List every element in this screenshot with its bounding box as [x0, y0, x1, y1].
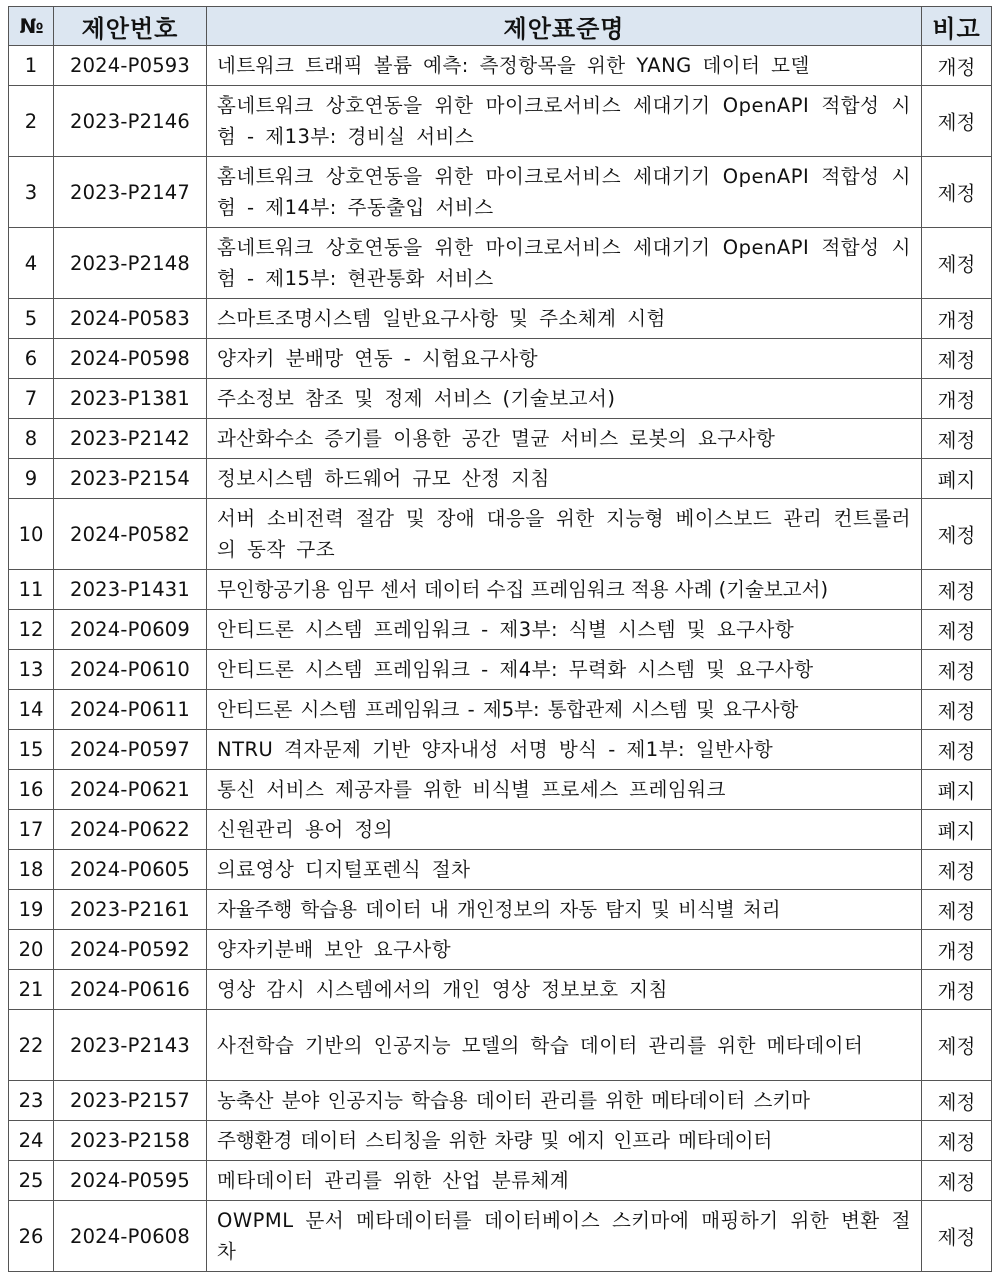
table-row	[9, 730, 992, 770]
row-no: 14	[9, 690, 54, 730]
table-row	[9, 570, 992, 610]
row-no: 25	[9, 1161, 54, 1201]
row-note: 제정	[922, 890, 992, 930]
row-proposal-id: 2023-P1381	[54, 379, 207, 419]
table-row	[9, 86, 992, 157]
table-row	[9, 157, 992, 228]
row-no: 20	[9, 930, 54, 970]
row-proposal-id: 2023-P2158	[54, 1121, 207, 1161]
row-title: 영상 감시 시스템에서의 개인 영상 정보보호 지침	[207, 970, 922, 1010]
row-note: 개정	[922, 930, 992, 970]
row-note: 제정	[922, 86, 992, 157]
row-proposal-id: 2023-P2143	[54, 1010, 207, 1081]
row-proposal-id: 2024-P0583	[54, 299, 207, 339]
row-no: 19	[9, 890, 54, 930]
row-note: 제정	[922, 730, 992, 770]
row-note: 제정	[922, 1201, 992, 1272]
row-proposal-id: 2023-P2147	[54, 157, 207, 228]
row-title: 안티드론 시스템 프레임워크 - 제5부: 통합관제 시스템 및 요구사항	[207, 690, 922, 730]
table-row	[9, 1010, 992, 1081]
row-note: 제정	[922, 690, 992, 730]
row-title: 주소정보 참조 및 정제 서비스 (기술보고서)	[207, 379, 922, 419]
row-proposal-id: 2023-P2154	[54, 459, 207, 499]
row-title: OWPML 문서 메타데이터를 데이터베이스 스키마에 매핑하기 위한 변환 절차	[207, 1201, 922, 1272]
row-title: 스마트조명시스템 일반요구사항 및 주소체계 시험	[207, 299, 922, 339]
row-no: 7	[9, 379, 54, 419]
row-note: 제정	[922, 1161, 992, 1201]
row-no: 3	[9, 157, 54, 228]
row-proposal-id: 2023-P1431	[54, 570, 207, 610]
row-title: NTRU 격자문제 기반 양자내성 서명 방식 - 제1부: 일반사항	[207, 730, 922, 770]
row-title: 양자키분배 보안 요구사항	[207, 930, 922, 970]
row-proposal-id: 2024-P0616	[54, 970, 207, 1010]
table-row	[9, 299, 992, 339]
header-title: 제안표준명	[207, 7, 922, 46]
row-note: 제정	[922, 610, 992, 650]
row-proposal-id: 2024-P0610	[54, 650, 207, 690]
row-proposal-id: 2024-P0598	[54, 339, 207, 379]
row-note: 제정	[922, 1121, 992, 1161]
row-title: 농축산 분야 인공지능 학습용 데이터 관리를 위한 메타데이터 스키마	[207, 1081, 922, 1121]
table-row	[9, 46, 992, 86]
row-title: 양자키 분배망 연동 - 시험요구사항	[207, 339, 922, 379]
row-proposal-id: 2024-P0609	[54, 610, 207, 650]
row-title: 통신 서비스 제공자를 위한 비식별 프로세스 프레임워크	[207, 770, 922, 810]
table-row	[9, 890, 992, 930]
row-no: 2	[9, 86, 54, 157]
row-proposal-id: 2024-P0593	[54, 46, 207, 86]
table-row	[9, 970, 992, 1010]
row-proposal-id: 2024-P0608	[54, 1201, 207, 1272]
row-title: 의료영상 디지털포렌식 절차	[207, 850, 922, 890]
row-note: 제정	[922, 850, 992, 890]
row-no: 23	[9, 1081, 54, 1121]
table-row	[9, 690, 992, 730]
row-title: 홈네트워크 상호연동을 위한 마이크로서비스 세대기기 OpenAPI 적합성 시험 - 제13부: 경비실 서비스	[207, 86, 922, 157]
table-row	[9, 499, 992, 570]
row-note: 제정	[922, 157, 992, 228]
row-no: 26	[9, 1201, 54, 1272]
proposal-table	[8, 6, 992, 1272]
row-note: 제정	[922, 339, 992, 379]
row-title: 신원관리 용어 정의	[207, 810, 922, 850]
row-no: 15	[9, 730, 54, 770]
row-note: 제정	[922, 228, 992, 299]
row-proposal-id: 2024-P0592	[54, 930, 207, 970]
row-note: 폐지	[922, 810, 992, 850]
row-note: 제정	[922, 650, 992, 690]
row-no: 1	[9, 46, 54, 86]
header-row	[9, 7, 992, 46]
row-proposal-id: 2024-P0582	[54, 499, 207, 570]
row-note: 제정	[922, 570, 992, 610]
table-row	[9, 610, 992, 650]
table-row	[9, 810, 992, 850]
row-proposal-id: 2024-P0621	[54, 770, 207, 810]
row-proposal-id: 2023-P2142	[54, 419, 207, 459]
row-proposal-id: 2023-P2161	[54, 890, 207, 930]
table-row	[9, 1161, 992, 1201]
row-no: 11	[9, 570, 54, 610]
row-no: 10	[9, 499, 54, 570]
table-row	[9, 228, 992, 299]
table-row	[9, 850, 992, 890]
row-title: 자율주행 학습용 데이터 내 개인정보의 자동 탐지 및 비식별 처리	[207, 890, 922, 930]
row-proposal-id: 2023-P2148	[54, 228, 207, 299]
row-proposal-id: 2023-P2157	[54, 1081, 207, 1121]
row-title: 안티드론 시스템 프레임워크 - 제3부: 식별 시스템 및 요구사항	[207, 610, 922, 650]
row-title: 주행환경 데이터 스티칭을 위한 차량 및 에지 인프라 메타데이터	[207, 1121, 922, 1161]
row-proposal-id: 2024-P0595	[54, 1161, 207, 1201]
row-no: 8	[9, 419, 54, 459]
table-row	[9, 379, 992, 419]
row-title: 홈네트워크 상호연동을 위한 마이크로서비스 세대기기 OpenAPI 적합성 시험 - 제14부: 주동출입 서비스	[207, 157, 922, 228]
row-title: 안티드론 시스템 프레임워크 - 제4부: 무력화 시스템 및 요구사항	[207, 650, 922, 690]
row-no: 9	[9, 459, 54, 499]
row-title: 무인항공기용 임무 센서 데이터 수집 프레임워크 적용 사례 (기술보고서)	[207, 570, 922, 610]
row-title: 네트워크 트래픽 볼륨 예측: 측정항목을 위한 YANG 데이터 모델	[207, 46, 922, 86]
row-no: 24	[9, 1121, 54, 1161]
row-note: 개정	[922, 970, 992, 1010]
row-no: 6	[9, 339, 54, 379]
row-proposal-id: 2024-P0605	[54, 850, 207, 890]
row-proposal-id: 2023-P2146	[54, 86, 207, 157]
row-title: 홈네트워크 상호연동을 위한 마이크로서비스 세대기기 OpenAPI 적합성 시험 - 제15부: 현관통화 서비스	[207, 228, 922, 299]
table-row	[9, 459, 992, 499]
table-row	[9, 930, 992, 970]
row-note: 폐지	[922, 770, 992, 810]
table-row	[9, 650, 992, 690]
row-title: 서버 소비전력 절감 및 장애 대응을 위한 지능형 베이스보드 관리 컨트롤러의 동작 구조	[207, 499, 922, 570]
header-no: №	[9, 7, 54, 46]
table-row	[9, 770, 992, 810]
row-note: 제정	[922, 1010, 992, 1081]
row-note: 제정	[922, 499, 992, 570]
row-note: 개정	[922, 299, 992, 339]
row-no: 21	[9, 970, 54, 1010]
row-no: 16	[9, 770, 54, 810]
row-title: 과산화수소 증기를 이용한 공간 멸균 서비스 로봇의 요구사항	[207, 419, 922, 459]
row-no: 22	[9, 1010, 54, 1081]
header-note: 비고	[922, 7, 992, 46]
row-note: 폐지	[922, 459, 992, 499]
row-proposal-id: 2024-P0611	[54, 690, 207, 730]
row-note: 개정	[922, 46, 992, 86]
row-no: 12	[9, 610, 54, 650]
row-no: 5	[9, 299, 54, 339]
row-note: 제정	[922, 419, 992, 459]
row-title: 정보시스템 하드웨어 규모 산정 지침	[207, 459, 922, 499]
row-no: 4	[9, 228, 54, 299]
table-row	[9, 1081, 992, 1121]
row-no: 17	[9, 810, 54, 850]
row-title: 메타데이터 관리를 위한 산업 분류체계	[207, 1161, 922, 1201]
table-row	[9, 1201, 992, 1272]
row-proposal-id: 2024-P0622	[54, 810, 207, 850]
row-note: 개정	[922, 379, 992, 419]
table-row	[9, 1121, 992, 1161]
row-note: 제정	[922, 1081, 992, 1121]
table-row	[9, 419, 992, 459]
header-proposal-id: 제안번호	[54, 7, 207, 46]
row-no: 13	[9, 650, 54, 690]
row-title: 사전학습 기반의 인공지능 모델의 학습 데이터 관리를 위한 메타데이터	[207, 1010, 922, 1081]
table-row	[9, 339, 992, 379]
row-no: 18	[9, 850, 54, 890]
row-proposal-id: 2024-P0597	[54, 730, 207, 770]
